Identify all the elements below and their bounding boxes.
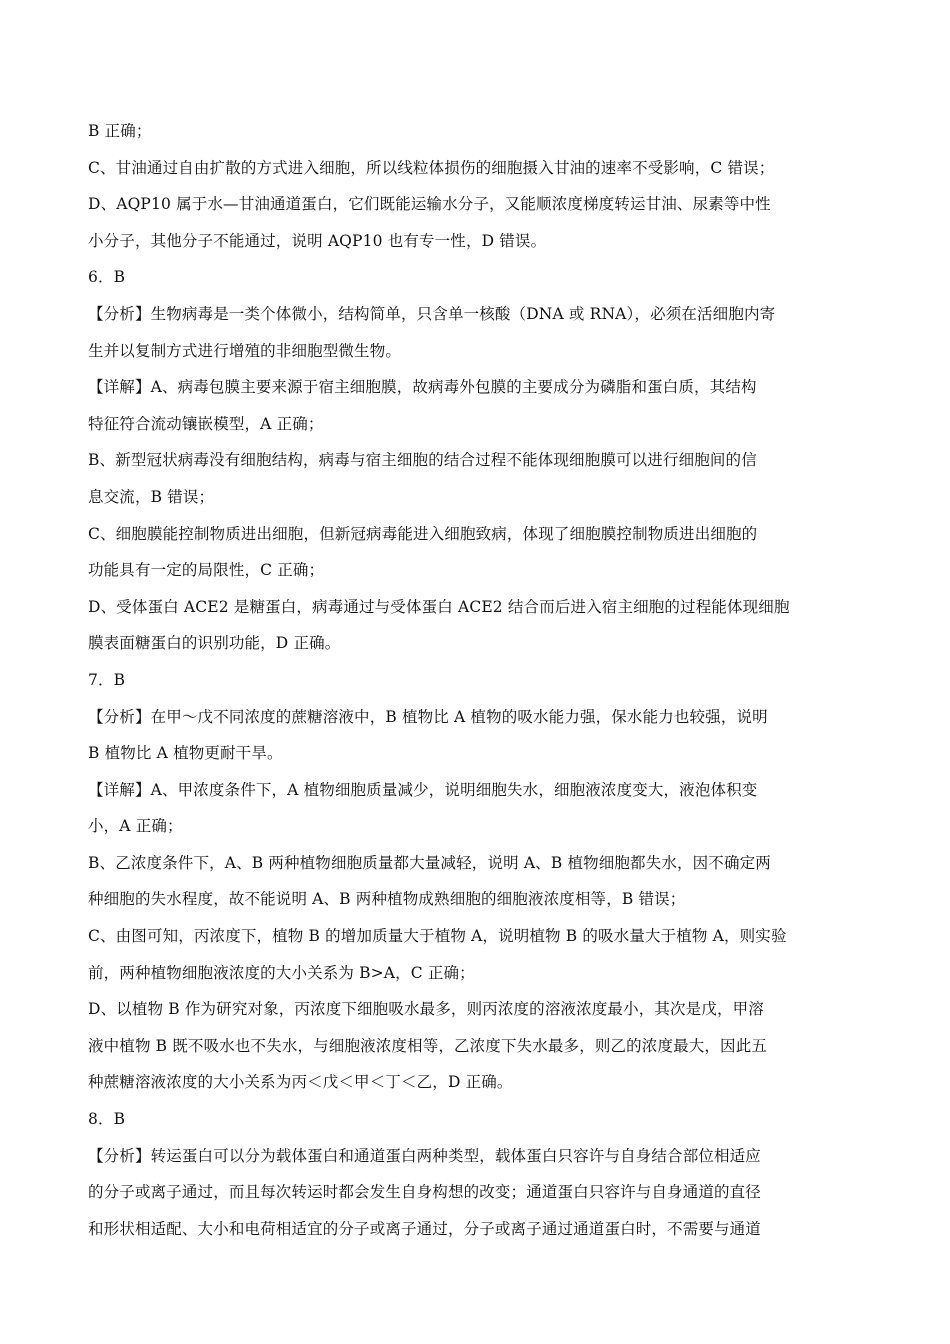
- text-line: 和形状相适配、大小和电荷相适宜的分子或离子通过，分子或离子通过通道蛋白时，不需要与通道: [88, 1219, 761, 1238]
- text-line: 【分析】生物病毒是一类个体微小，结构简单，只含单一核酸（DNA 或 RNA），必须在活细胞内寄: [88, 304, 776, 323]
- text-line: B 植物比 A 植物更耐干旱。: [88, 744, 283, 763]
- text-line: C、由图可知，丙浓度下，植物 B 的增加质量大于植物 A，说明植物 B 的吸水量大于植物 A，则实验: [88, 927, 787, 946]
- question-number: 6．B: [88, 268, 126, 287]
- text-line: 种蔗糖溶液浓度的大小关系为丙＜戊＜甲＜丁＜乙，D 正确。: [88, 1073, 513, 1092]
- text-line: 前，两种植物细胞液浓度的大小关系为 B>A，C 正确；: [88, 963, 475, 982]
- text-line: C、细胞膜能控制物质进出细胞，但新冠病毒能进入细胞致病，体现了细胞膜控制物质进出细胞的: [88, 524, 758, 543]
- text-line: B 正确；: [88, 122, 152, 140]
- text-line: 液中植物 B 既不吸水也不失水，与细胞液浓度相等，乙浓度下失水最多，则乙的浓度最大，因此五: [88, 1036, 767, 1055]
- text-line: 【详解】A、甲浓度条件下，A 植物细胞质量减少，说明细胞失水，细胞液浓度变大，液泡体积变: [88, 780, 758, 799]
- text-line: D、以植物 B 作为研究对象，丙浓度下细胞吸水最多，则丙浓度的溶液浓度最小，其次是戊，甲溶: [88, 1000, 764, 1019]
- document-body: [88, 113, 810, 1247]
- text-line: C、甘油通过自由扩散的方式进入细胞，所以线粒体损伤的细胞摄入甘油的速率不受影响，C 错误；: [88, 158, 775, 177]
- question-number: 8．B: [88, 1110, 126, 1129]
- text-line: B、乙浓度条件下，A、B 两种植物细胞质量都大量减轻，说明 A、B 植物细胞都失水，因不确定两: [88, 853, 771, 872]
- text-line: 小，A 正确；: [88, 817, 183, 836]
- text-line: 种细胞的失水程度，故不能说明 A、B 两种植物成熟细胞的细胞液浓度相等，B 错误；: [88, 890, 686, 909]
- text-line: 【分析】转运蛋白可以分为载体蛋白和通道蛋白两种类型，载体蛋白只容许与自身结合部位相适应: [88, 1146, 761, 1165]
- text-line: 息交流，B 错误；: [88, 487, 215, 506]
- question-number: 7．B: [88, 670, 126, 689]
- text-line: 小分子，其他分子不能通过，说明 AQP10 也有专一性，D 错误。: [88, 231, 547, 250]
- text-line: 功能具有一定的局限性，C 正确；: [88, 561, 325, 580]
- text-line: B、新型冠状病毒没有细胞结构，病毒与宿主细胞的结合过程不能体现细胞膜可以进行细胞间的信: [88, 451, 757, 470]
- text-line: 【详解】A、病毒包膜主要来源于宿主细胞膜，故病毒外包膜的主要成分为磷脂和蛋白质，其结构: [88, 378, 757, 397]
- text-line: 特征符合流动镶嵌模型，A 正确；: [88, 414, 324, 433]
- text-line: 生并以复制方式进行增殖的非细胞型微生物。: [88, 341, 402, 360]
- text-line: D、受体蛋白 ACE2 是糖蛋白，病毒通过与受体蛋白 ACE2 结合而后进入宿主细胞的过程能体现细胞: [88, 597, 790, 616]
- text-line: 膜表面糖蛋白的识别功能，D 正确。: [88, 634, 341, 653]
- text-line: 【分析】在甲～戊不同浓度的蔗糖溶液中，B 植物比 A 植物的吸水能力强，保水能力也较强，说明: [88, 707, 768, 726]
- text-line: D、AQP10 属于水—甘油通道蛋白，它们既能运输水分子，又能顺浓度梯度转运甘油、尿素等中性: [88, 195, 771, 214]
- text-line: 的分子或离子通过，而且每次转运时都会发生自身构想的改变；通道蛋白只容许与自身通道的直径: [88, 1183, 761, 1202]
